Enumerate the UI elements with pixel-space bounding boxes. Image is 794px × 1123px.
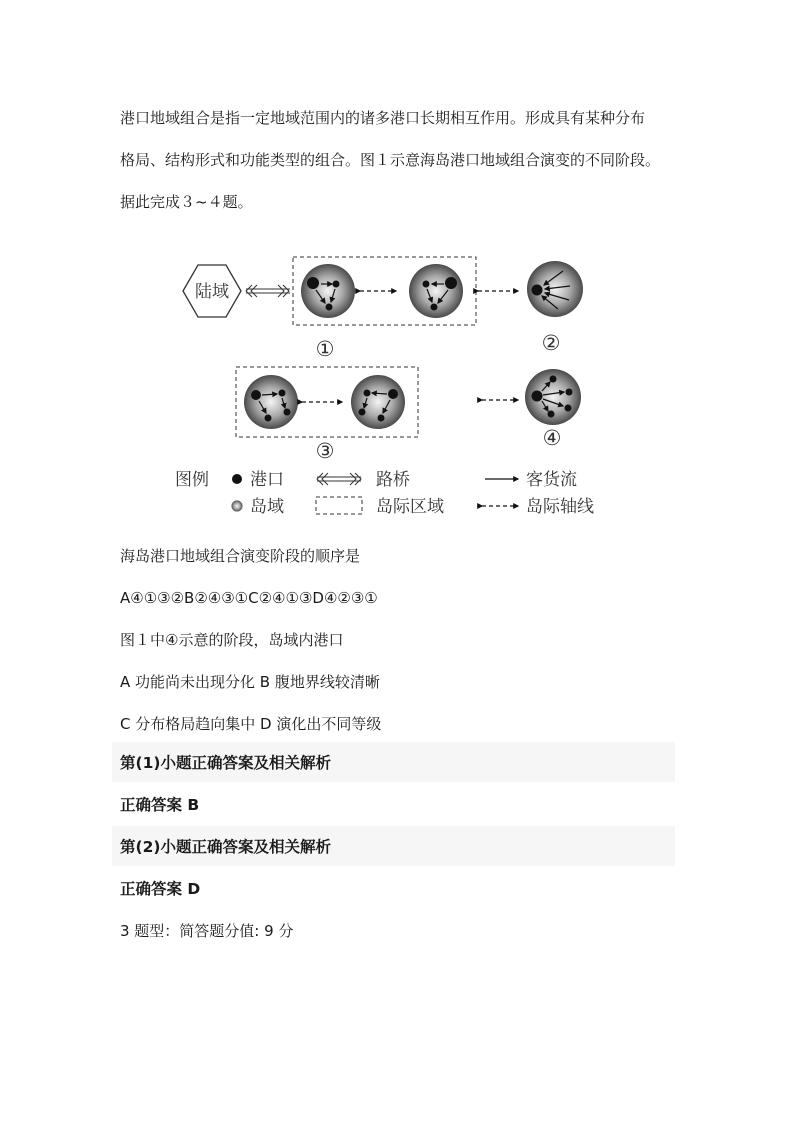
intro-line-2: 格局、结构形式和功能类型的组合。图１示意海岛港口地域组合演变的不同阶段。 [120, 151, 661, 169]
land-label: 陆域 [195, 282, 229, 302]
island-3a [244, 375, 298, 429]
legend-title: 图例 [175, 470, 209, 490]
legend-flow-label: 客货流 [526, 470, 577, 490]
intro-line-1: 港口地域组合是指一定地域范围内的诸多港口长期相互作用。形成具有某种分布 [120, 109, 646, 127]
answer-1-value: 正确答案 B [120, 796, 200, 814]
legend-axis-label: 岛际轴线 [526, 497, 594, 517]
legend-port-symbol [232, 474, 242, 484]
bridge-symbol [246, 285, 290, 297]
island-1b [409, 264, 463, 318]
answer-2-value: 正确答案 D [120, 880, 201, 898]
answer-1-header: 第(1)小题正确答案及相关解析 [120, 754, 331, 772]
island-3b [351, 375, 405, 429]
stage-label-4: ④ [542, 426, 562, 450]
answer-2-header: 第(2)小题正确答案及相关解析 [120, 838, 331, 856]
legend-island-label: 岛域 [250, 497, 284, 517]
question-3-meta: 3 题型：简答题分值: 9 分 [120, 922, 294, 940]
legend-region-label: 岛际区域 [376, 497, 444, 517]
figure-port-evolution [170, 252, 615, 522]
stage-label-3: ③ [315, 439, 335, 463]
legend-bridge-symbol [317, 473, 361, 485]
legend-bridge-label: 路桥 [376, 470, 410, 490]
q1-stem: 海岛港口地域组合演变阶段的顺序是 [120, 547, 361, 565]
q2-stem: 图１中④示意的阶段，岛域内港口 [120, 631, 344, 649]
intro-line-3: 据此完成３~４题。 [120, 193, 253, 211]
q2-options-line-1: A 功能尚未出现分化 B 腹地界线较清晰 [120, 673, 380, 691]
stage-label-1: ① [315, 337, 335, 361]
q1-options: A④①③②B②④③①C②④①③D④②③① [120, 589, 378, 607]
port-icon [307, 277, 319, 289]
q2-options-line-2: C 分布格局趋向集中 D 演化出不同等级 [120, 715, 382, 733]
stage-label-2: ② [541, 331, 561, 355]
legend-island-symbol [232, 501, 243, 512]
legend-port-label: 港口 [250, 470, 284, 490]
legend-region-symbol [316, 497, 362, 514]
